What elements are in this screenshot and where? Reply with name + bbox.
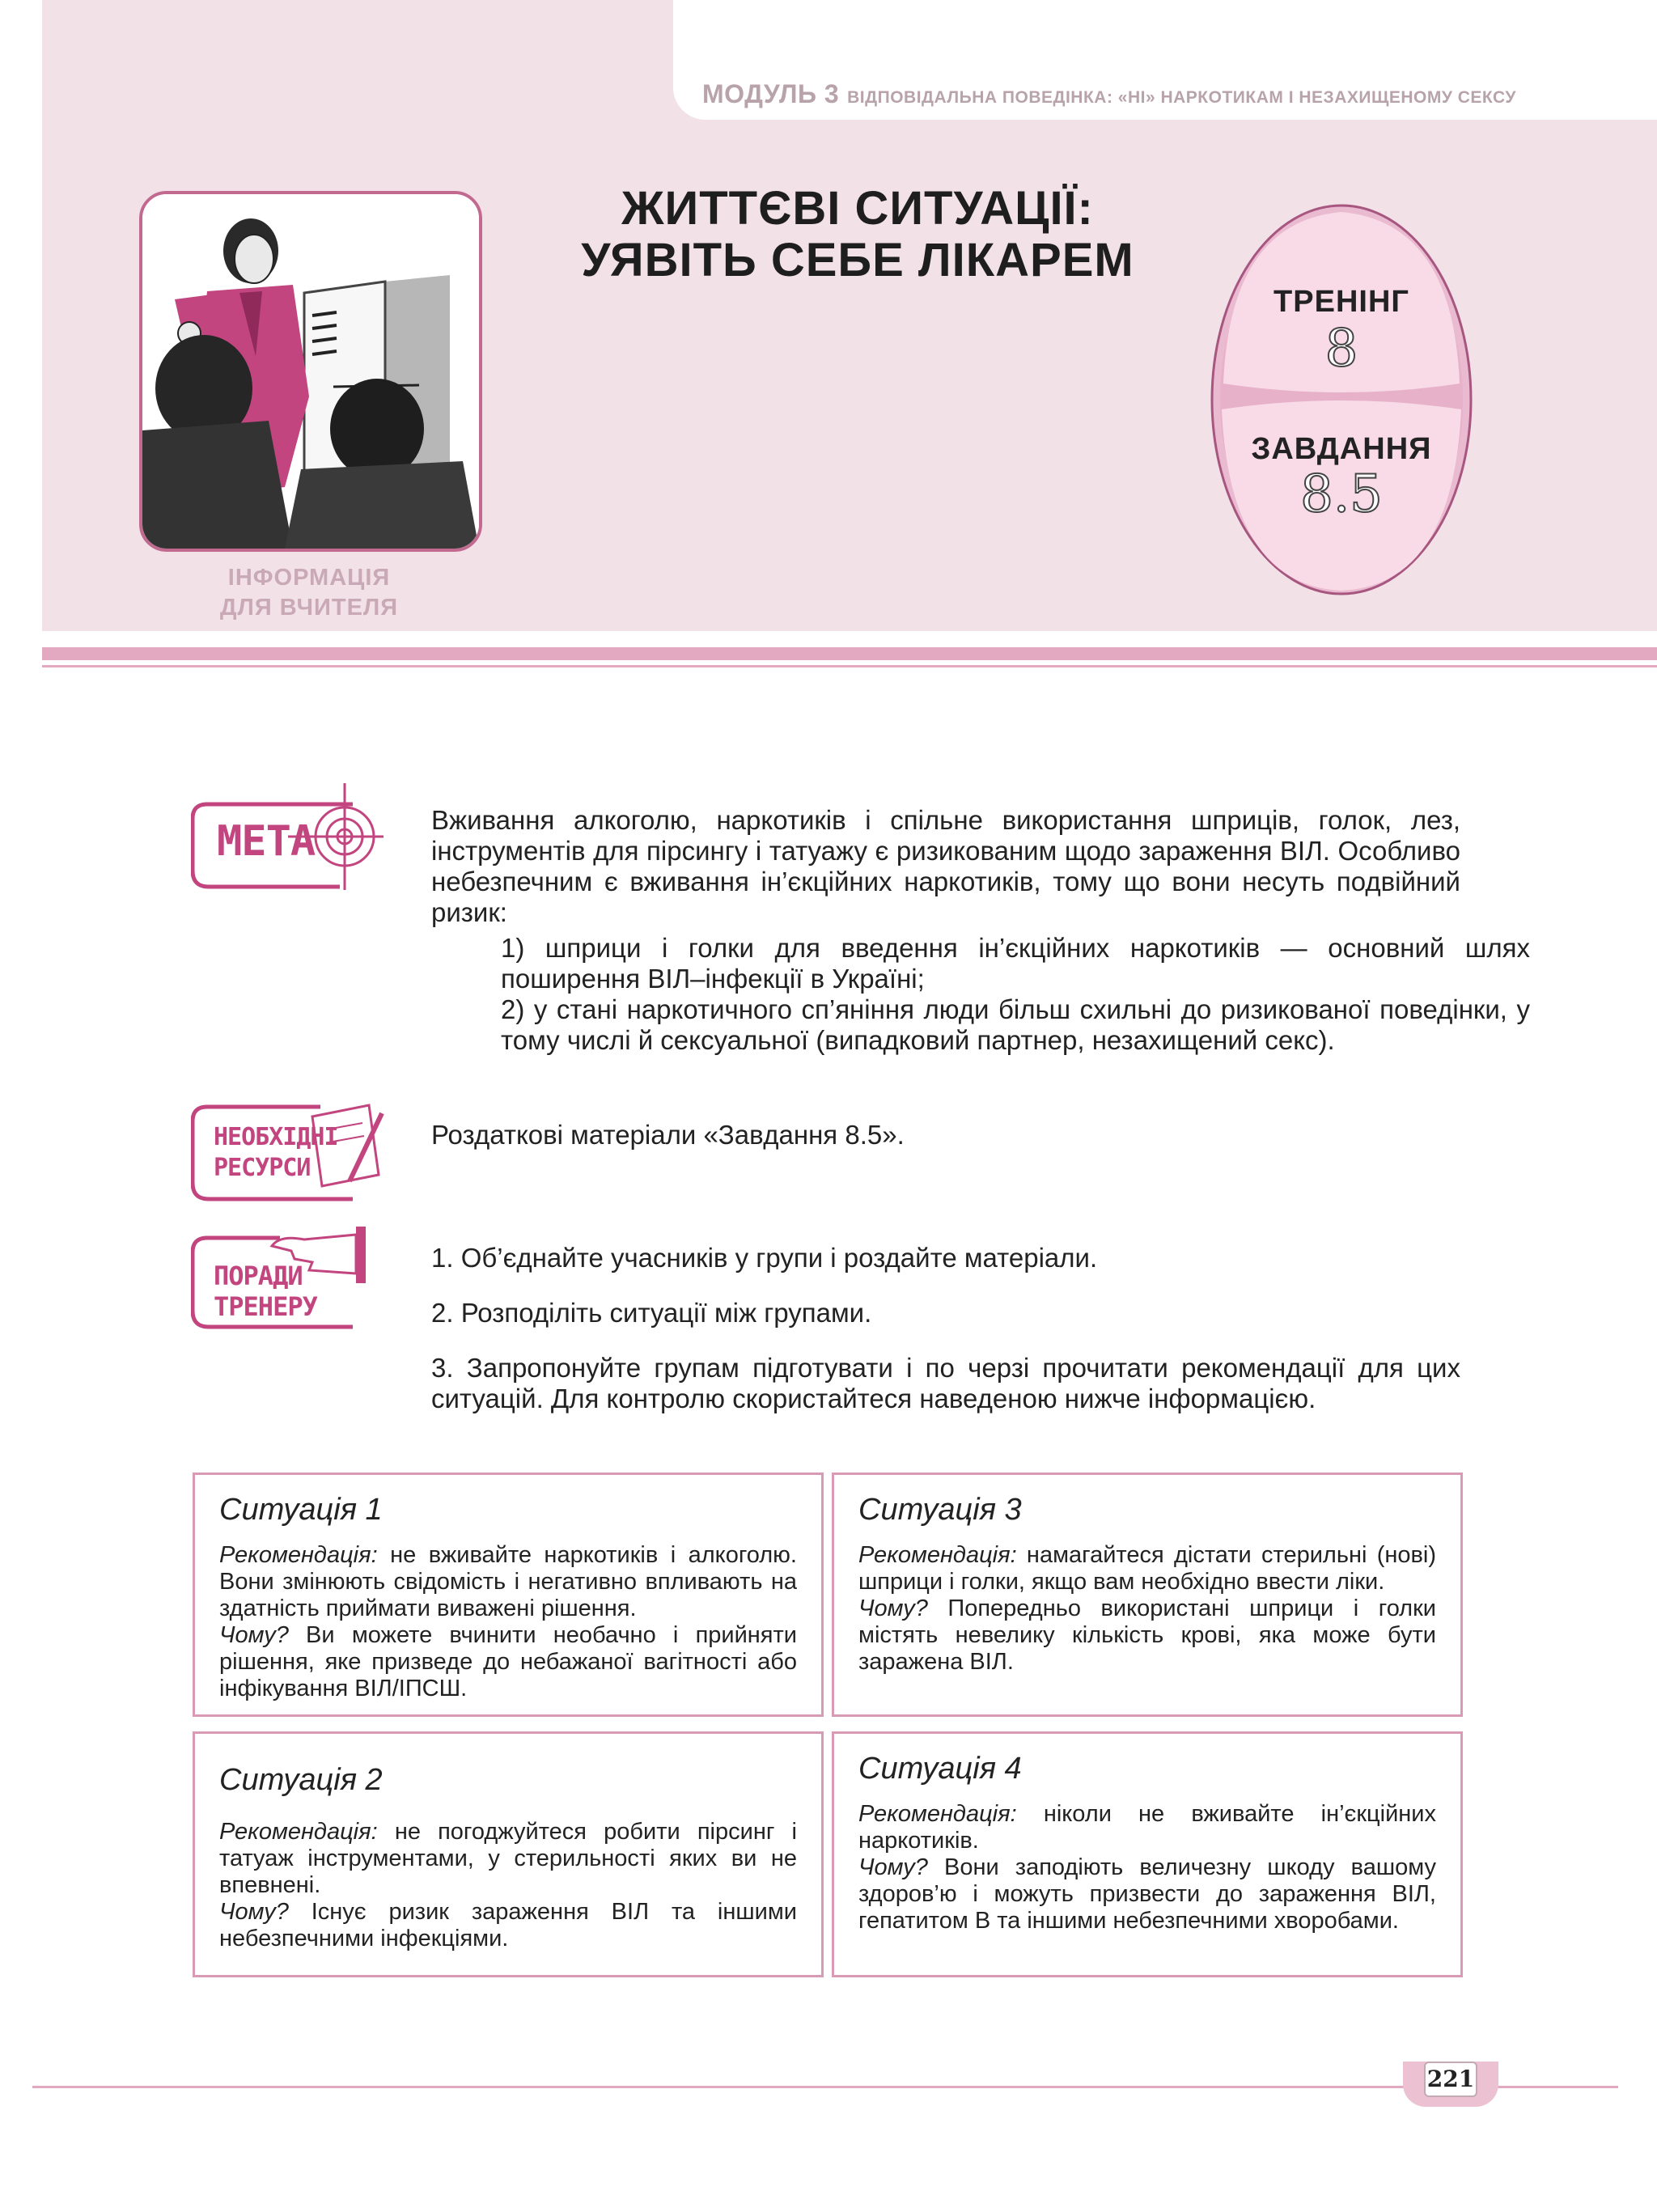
situation-4-reason (858, 1854, 1436, 1934)
module-number: МОДУЛЬ 3 (702, 79, 840, 108)
situation-2-title: Ситуація 2 (219, 1763, 383, 1797)
info-label-line2: ДЛЯ ВЧИТЕЛЯ (219, 595, 399, 621)
situation-3-title: Ситуація 3 (858, 1493, 1022, 1527)
why-text: Існує ризик зараження ВІЛ та іншими небезпечними інфекціями. (219, 1899, 797, 1951)
goal-item-2: 2) у стані наркотичного сп’яніння люди більш схильні до ризикованої поведінки, у тому числі й сексуальної (випадковий партнер, незахищений секс). (501, 994, 1530, 1055)
recommendation-text: ніколи не вживайте ін’єкційних наркотиків. (858, 1801, 1436, 1854)
why-text: Ви можете вчинити необачно і прийняти рішення, яке призведе до небажаної вагітності або інфікування ВІЛ/ІПСШ. (219, 1622, 797, 1701)
page-title (502, 183, 1214, 286)
teacher-info-label (139, 563, 479, 623)
resources-icon-label-1: НЕОБХІДНІ (214, 1123, 338, 1151)
task-label: ЗАВДАННЯ (1251, 432, 1432, 466)
why-text: Вони заподіють величезну шкоду вашому здоров’ю і можуть призвести до зараження ВІЛ, гепатитом В та іншими небезпечними хворобами. (858, 1854, 1436, 1934)
situation-3-recommendation (858, 1542, 1436, 1595)
footer-line (32, 2086, 1618, 2088)
tips-icon-label-2: ТРЕНЕРУ (214, 1291, 317, 1322)
training-label: ТРЕНІНГ (1273, 285, 1409, 319)
why-label: Чому? (858, 1595, 928, 1621)
tips-step-2: 2. Розподіліть ситуації між групами. (431, 1298, 872, 1328)
page-title-line2: УЯВІТЬ СЕБЕ ЛІКАРЕМ (581, 234, 1134, 286)
info-label-line1: ІНФОРМАЦІЯ (227, 565, 391, 591)
situation-card-1 (193, 1473, 824, 1717)
resources-icon (191, 1100, 369, 1206)
pencil-paper-icon (191, 1100, 385, 1206)
header-stripe (42, 647, 1657, 660)
why-label: Чому? (858, 1854, 928, 1880)
recommendation-text: намагайтеся дістати стерильні (нові) шприци і голки, якщо вам необхідно ввести ліки. (858, 1542, 1436, 1595)
situation-1-title: Ситуація 1 (219, 1493, 383, 1527)
teacher-illustration (139, 191, 482, 552)
goal-paragraph: Вживання алкоголю, наркотиків і спільне використання шприців, голок, лез, інструментів для пірсингу і татуажу є ризикованим щодо зараження ВІЛ. Особливо небезпечним є вживання ін’єкційних наркотиків, тому що вони несуть подвійний ризик: (431, 805, 1460, 927)
module-subtitle: ВІДПОВІДАЛЬНА ПОВЕДІНКА: «НІ» НАРКОТИКАМ І НЕЗАХИЩЕНОМУ СЕКСУ (847, 88, 1516, 107)
situation-4-title: Ситуація 4 (858, 1752, 1022, 1786)
recommendation-text: не погоджуйтеся робити пірсинг і татуаж інструментами, у стерильності яких ви не впевнені. (219, 1819, 797, 1898)
situation-card-3 (832, 1473, 1463, 1717)
tips-icon (191, 1227, 369, 1332)
goal-item-1: 1) шприци і голки для введення ін’єкційних наркотиків — основний шлях поширення ВІЛ–інфекції в Україні; (501, 933, 1530, 994)
why-text: Попередньо використані шприци і голки містять невелику кількість крові, яка може бути заражена ВІЛ. (858, 1595, 1436, 1675)
situation-1-recommendation (219, 1542, 797, 1622)
situation-card-2 (193, 1731, 824, 1977)
recommendation-label: Рекомендація: (858, 1542, 1017, 1568)
recommendation-text: не вживайте наркотиків і алкоголю. Вони змінюють свідомість і негативно впливають на здатність приймати виважені рішення. (219, 1542, 797, 1621)
goal-icon-label: МЕТА (217, 817, 316, 866)
situation-2-recommendation (219, 1819, 797, 1899)
module-heading (702, 79, 1516, 109)
resources-text: Роздаткові матеріали «Завдання 8.5». (431, 1120, 905, 1150)
presenter-illustration-icon (142, 194, 479, 549)
page-number: 221 (1424, 2062, 1477, 2097)
situation-3-reason (858, 1595, 1436, 1676)
page-title-line1: ЖИТТЄВІ СИТУАЦІЇ: (621, 182, 1094, 235)
goal-icon (191, 783, 369, 888)
tips-step-3: 3. Запропонуйте групам підготувати і по черзі прочитати рекомендації для цих ситуацій. Для контролю скористайтеся наведеною нижче інформацією. (431, 1353, 1460, 1413)
situation-2-reason (219, 1899, 797, 1952)
header-stripe-thin (42, 665, 1657, 667)
task-number: 8.5 (1300, 464, 1383, 524)
recommendation-label: Рекомендація: (858, 1801, 1017, 1827)
resources-icon-label-2: РЕСУРСИ (214, 1154, 311, 1182)
why-label: Чому? (219, 1622, 289, 1648)
recommendation-label: Рекомендація: (219, 1819, 378, 1845)
recommendation-label: Рекомендація: (219, 1542, 378, 1568)
training-badge (1206, 197, 1477, 602)
badge-oval-icon (1206, 197, 1477, 602)
tips-step-1: 1. Об’єднайте учасників у групи і роздайте матеріали. (431, 1243, 1098, 1273)
why-label: Чому? (219, 1899, 289, 1925)
situation-card-4 (832, 1731, 1463, 1977)
situation-1-reason (219, 1622, 797, 1702)
training-number: 8 (1324, 319, 1358, 379)
situation-4-recommendation (858, 1801, 1436, 1854)
tips-icon-label-1: ПОРАДИ (214, 1261, 303, 1291)
